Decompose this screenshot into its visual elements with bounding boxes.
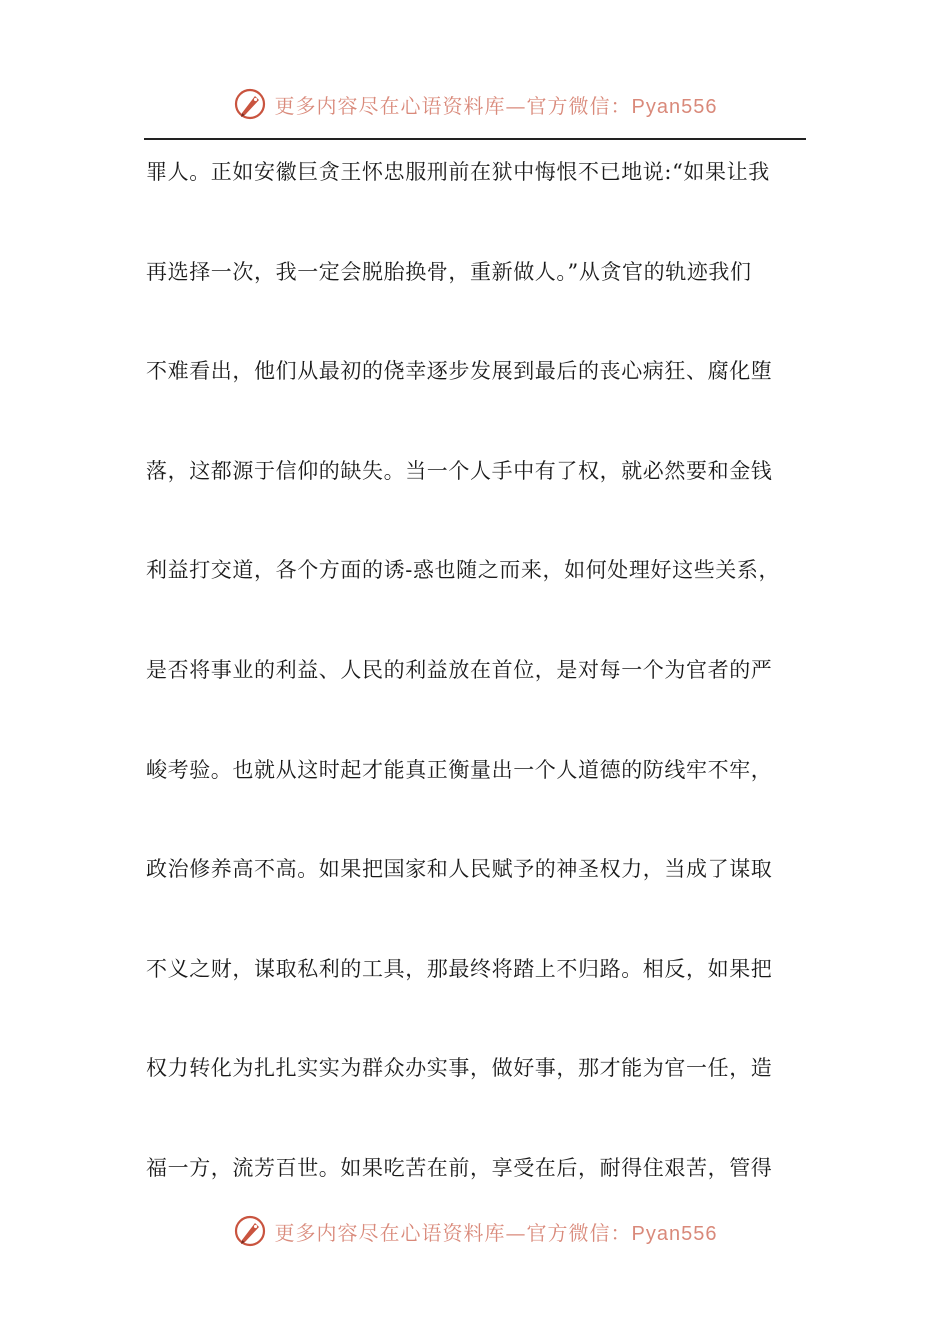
text-line: 不义之财，谋取私利的工具，那最终将踏上不归路。相反，如果把 (146, 956, 773, 981)
body-paragraph (146, 150, 808, 1246)
footer-banner-text: 更多内容尽在心语资料库—官方微信：Pyan556 (274, 1220, 718, 1245)
header-banner (0, 84, 950, 124)
text-line: 政治修养高不高。如果把国家和人民赋予的神圣权力，当成了谋取 (146, 857, 773, 882)
header-banner-text: 更多内容尽在心语资料库—官方微信：Pyan556 (274, 93, 718, 118)
text-line: 是否将事业的利益、人民的利益放在首位，是对每一个为官者的严 (146, 657, 773, 682)
text-line: 不难看出，他们从最初的侥幸逐步发展到最后的丧心病狂、腐化堕 (146, 359, 773, 384)
pen-nib-logo-icon (233, 1214, 267, 1248)
text-line: 权力转化为扎扎实实为群众办实事，做好事，那才能为官一任，造 (146, 1056, 773, 1081)
text-line: 峻考验。也就从这时起才能真正衡量出一个人道德的防线牢不牢， (146, 757, 773, 782)
footer-wechat-handle: Pyan556 (631, 1222, 718, 1245)
header-wechat-handle: Pyan556 (631, 95, 718, 118)
header-divider (144, 138, 806, 140)
footer-banner (0, 1211, 950, 1251)
text-line: 福一方，流芳百世。如果吃苦在前，享受在后，耐得住艰苦，管得 (146, 1155, 773, 1180)
text-line: 落，这都源于信仰的缺失。当一个人手中有了权，就必然要和金钱 (146, 458, 773, 483)
pen-nib-logo-icon (233, 87, 267, 121)
text-line: 罪人。正如安徽巨贪王怀忠服刑前在狱中悔恨不已地说:“如果让我 (146, 160, 770, 184)
text-line: 再选择一次，我一定会脱胎换骨，重新做人。”从贪官的轨迹我们 (146, 259, 752, 284)
text-line: 利益打交道，各个方面的诱-惑也随之而来，如何处理好这些关系， (146, 558, 781, 583)
